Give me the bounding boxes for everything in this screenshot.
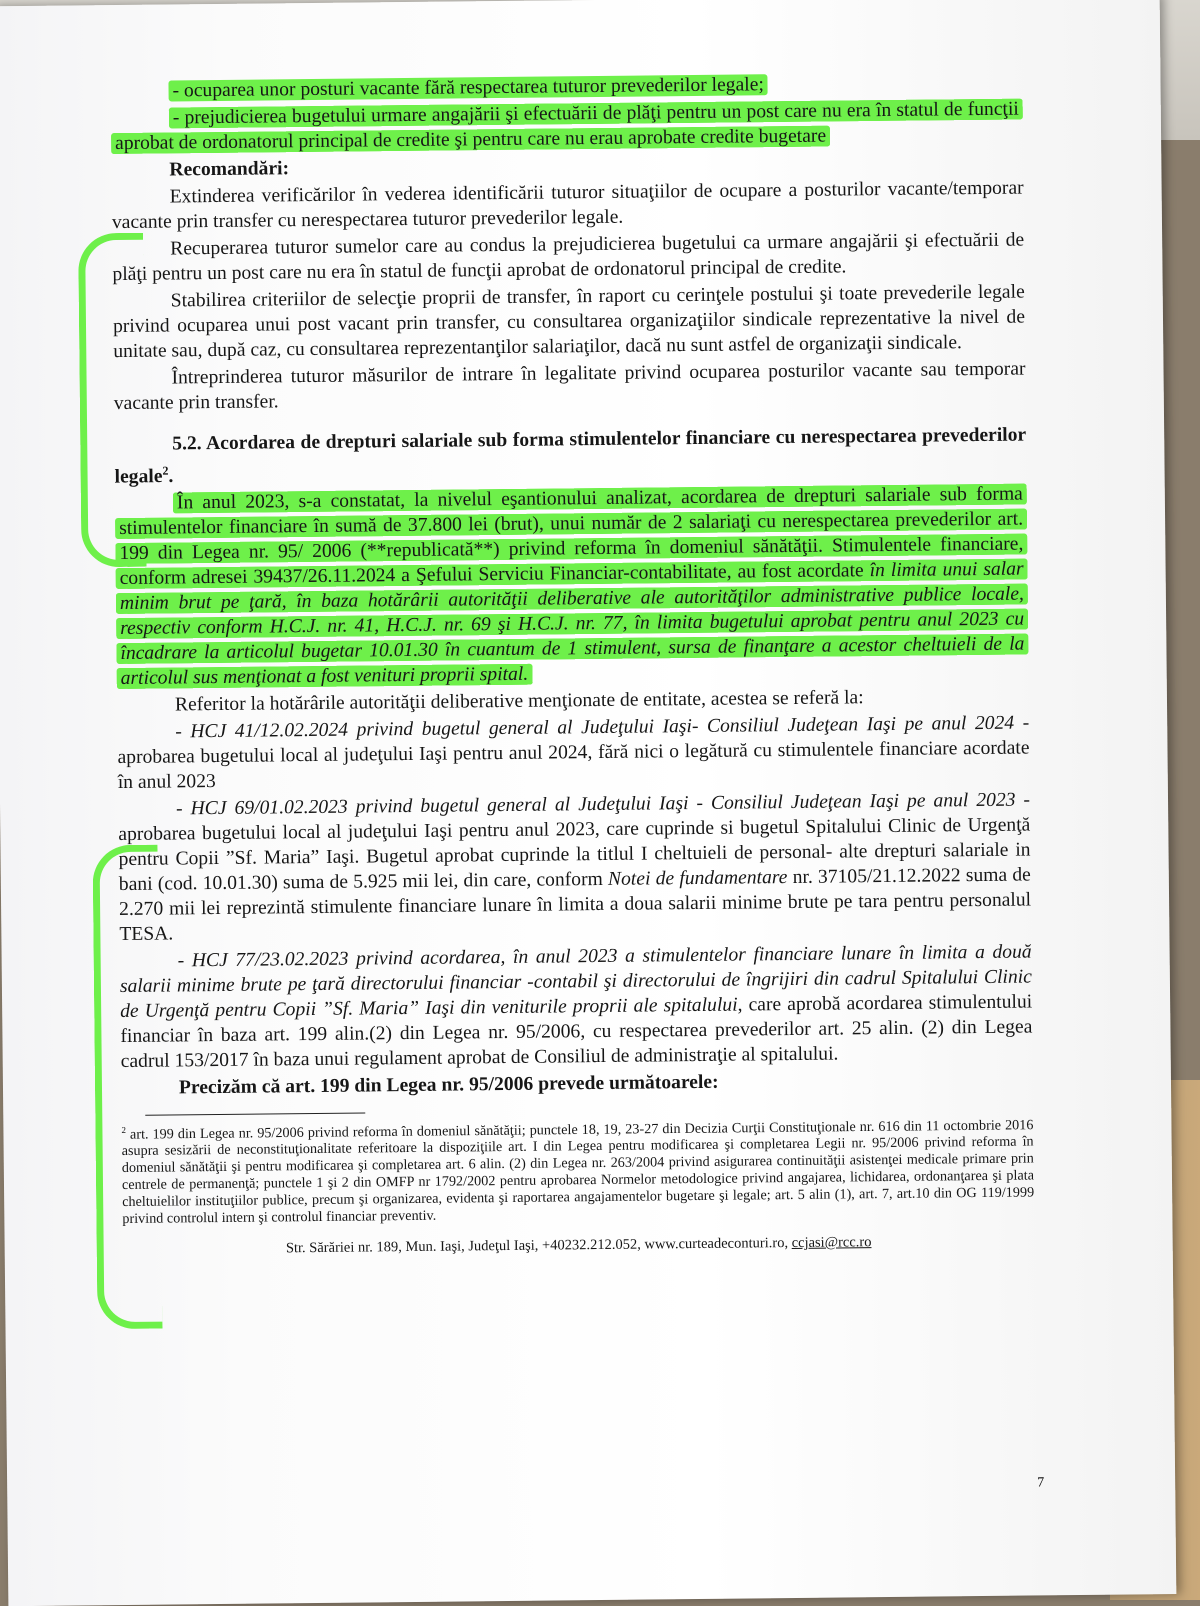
paragraph-findings-italic: în limita unui salar minim brut pe ţară, în baza hotărârii autorităţii deliberative ale autorităţilor administrative publice locale, respectiv conform H.C.J. nr. 41, H.C.J. nr. 69 şi H.C.J. nr. 77, în limita bugetului aprobat pentru anul 2023 cu încadrare la articolul bugetar 10.01.30 în cuantum de 1 stimulent, sursa de finanţare a acestor cheltuieli de la articolul sus menţionat a fost venituri proprii spital. — [119, 558, 1025, 689]
footnote-number: 2 — [121, 1124, 126, 1135]
recommendation-4: Întreprinderea tuturor măsurilor de intrare în legalitate privind ocuparea posturilor vacante sau temporar vacante prin transfer. — [113, 358, 1026, 415]
recommendations-heading: Recomandări: — [169, 158, 290, 181]
section-title-end: . — [168, 465, 174, 488]
finding-1-text: - ocuparea unor posturi vacante fără respectarea tuturor prevederilor legale; — [168, 74, 767, 101]
recommendation-1: Extinderea verificărilor în vederea identificării tuturor situaţiilor de ocupare a posturilor vacante/temporar vacante prin transfer cu nerespectarea tuturor prevederilor legale. — [111, 177, 1024, 234]
decision-hcj77 — [120, 939, 1033, 1074]
footer-email-link[interactable]: ccjasi@rcc.ro — [791, 1234, 872, 1252]
decision-hcj77-text: , care aprobă acordarea stimulentului financiar în baza art. 199 alin.(2) din Legea nr. 95/2006, cu respectarea prevederilor art. 25 alin. (2) din Legea cadrul 153/2017 în baza unui regulament aprobat de Consiliul de administraţie al spitalului. — [120, 991, 1033, 1072]
decision-hcj77-title: - HCJ 77/23.02.2023 privind acordarea, în anul 2023 a stimulentelor financiare lunare în limita a două salarii minime brute pe ţară directorului financiar -contabil şi directorului de îngrijiri din cadrul Spitalului Clinic de Urgenţă pentru Copii ”Sf. Maria” Iaşi din veniturile proprii ale spitalului — [119, 941, 1032, 1022]
decision-hcj69-title: - HCJ 69/01.02.2023 privind bugetul general al Judeţului Iaşi - Consiliul Judeţean Iaşi pe anul 2023 — [175, 789, 1016, 819]
footnote-text: art. 199 din Legea nr. 95/2006 privind reforma în domeniul sănătăţii; punctele 18, 19, 23-27 din Decizia Curţii Constituţionale nr. 616 din 11 octombrie 2016 asupra sesizării de neconstituţionalitate referitoare la dispoziţiile art. I din Legea pentru modificarea şi completarea Legii nr. 95/2006 privind reforma în domeniul sănătăţii şi pentru modificarea şi completarea art. 6 alin. (2) din Legea nr. 263/2004 privind asigurarea continuităţii asistenţei medicale primare prin centrele de permanenţă; punctele 1 şi 2 din OMFP nr 1792/2002 pentru aprobarea Normelor metodologice privind angajarea, lichidarea, ordonanţarea şi plata cheltuielilor instituţiilor publice, precum şi organizarea, evidenta şi raportarea angajamentelor bugetare şi legale; art. 5 alin (1), art. 7, art.10 din OG 119/1999 privind controlul intern şi controlul financiar preventiv. — [121, 1116, 1035, 1228]
decision-hcj69-text-end: nr. 37105/21.12.2022 suma de 2.270 mii lei reprezintă stimulente financiare lunare în limita a doua salarii minime brute pe tara pentru personalul TESA. — [119, 864, 1032, 945]
paragraph-findings-text: În anul 2023, s-a constatat, la nivelul eşantionului analizat, acordarea de drepturi salariale sub forma stimulentelor financiare în sumă de 37.800 lei (brut), unui număr de 2 salariaţi cu nerespectarea prevederilor art. 199 din Legea nr. 95/ 2006 (**republicată**) privind reforma în domeniul sănătăţii. Stimulentele financiare, conform adresei 39437/26.11.2024 a Şefului Serviciu Financiar-contabilitate, au fost acordate — [119, 483, 1024, 589]
paragraph-findings — [115, 481, 1029, 691]
decision-hcj41-title: - HCJ 41/12.02.2024 privind bugetul general al Judeţului Iaşi- Consiliul Judeţean Iaşi pe anul 2024 — [175, 712, 1015, 742]
section-heading — [114, 423, 1027, 491]
section-footnote-ref: 2 — [162, 463, 169, 478]
footnote-separator — [145, 1112, 365, 1115]
paragraph-decisions-intro: Referitor la hotărârile autorităţii deliberative menţionate de entitate, acestea se referă la: — [174, 686, 864, 715]
footer-address: Str. Sărăriei nr. 189, Mun. Iaşi, Judeţul Iaşi, +40232.212.052, www.curteadeconturi.ro, — [285, 1235, 792, 1257]
decision-hcj41-text: - aprobarea bugetului local al judeţului Iaşi pentru anul 2024, fără nici o legătură cu stimulentele financiare acordate în anul 2023 — [117, 712, 1030, 793]
decision-hcj69-text: - aprobarea bugetului local al judeţului Iaşi pentru anul 2023, care cuprinde si bugetul Spitalului Clinic de Urgenţă pentru Copii ”Sf. Maria” Iaşi. Bugetul aprobat cuprinde la titlul I cheltuieli de personal- alte drepturi salariale in bani (cod. 10.01.30) suma de 5.925 mii lei, din care, conform — [118, 789, 1031, 895]
section-title: 5.2. Acordarea de drepturi salariale sub forma stimulentelor financiare cu nerespectarea prevederilor legale — [114, 424, 1027, 488]
document-body — [110, 70, 1034, 1260]
finding-2 — [111, 97, 1023, 157]
paragraph-findings-highlight — [115, 483, 1028, 689]
footnote — [121, 1112, 1034, 1228]
decision-hcj41 — [117, 710, 1030, 795]
recommendation-3: Stabilirea criteriilor de selecţie proprii de transfer, în raport cu cerinţele postului şi toate prevederile legale privind ocuparea unui post vacant prin transfer, cu consultarea organizaţiilor sindicale reprezentative la nivel de unitate sau, după caz, cu consultarea reprezentanţilor salariaţilor, dacă nu sunt astfel de organizaţii sindicale. — [112, 281, 1026, 363]
decision-hcj69 — [118, 787, 1032, 947]
decision-hcj69-note: Notei de fundamentare — [607, 866, 788, 890]
page-number: 7 — [1037, 1475, 1045, 1491]
finding-2-text: - prejudicierea bugetului urmare angajării şi efectuării de plăţi pentru un post care nu era în statul de funcţii aprobat de ordonatorul principal de credite şi pentru care nu erau aprobate credite bugetare — [111, 99, 1023, 155]
page-footer — [123, 1233, 1035, 1260]
precizam-heading: Precizăm că art. 199 din Legea nr. 95/2006 prevede următoarele: — [178, 1071, 719, 1098]
recommendation-2: Recuperarea tuturor sumelor care au condus la prejudicierea bugetului ca urmare angajării şi efectuării de plăţi pentru un post care nu era în statul de funcţii aprobat de ordonatorul principal de credite. — [112, 229, 1025, 286]
